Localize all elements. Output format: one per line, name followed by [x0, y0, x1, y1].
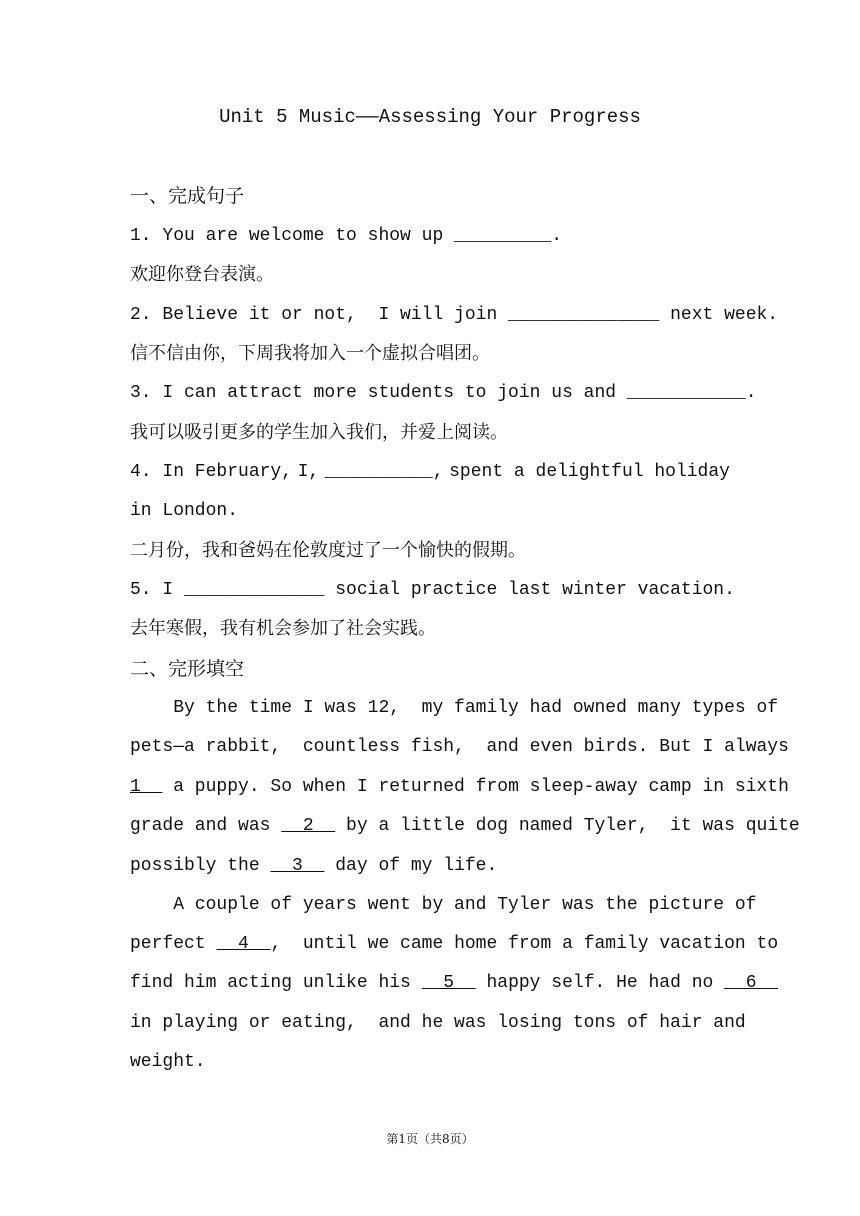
- sentence-4-english-line2: in London.: [130, 501, 239, 521]
- sentence-2-english: 2. Believe it or not, I will join ______________ next week.: [130, 305, 779, 325]
- sentence-1-english: 1. You are welcome to show up _________.: [130, 226, 563, 246]
- cloze-paragraph1-line5: [130, 854, 497, 878]
- cloze-paragraph2-line4: in playing or eating, and he was losing tons of hair and: [130, 1013, 746, 1033]
- cloze-paragraph1-line1: By the time I was 12, my family had owned many types of: [130, 698, 779, 718]
- cloze-text: possibly the: [130, 856, 271, 876]
- cloze-paragraph2-line2: [130, 932, 778, 956]
- sentence-3-english: 3. I can attract more students to join us and ___________.: [130, 383, 757, 403]
- cloze-text: day of my life.: [324, 856, 498, 876]
- cloze-paragraph2-line1: A couple of years went by and Tyler was the picture of: [130, 895, 757, 915]
- blank-1: 1: [130, 777, 163, 797]
- sentence-4-part: spent a delightful holiday: [449, 462, 730, 482]
- blank-6: 6: [724, 973, 779, 993]
- cloze-paragraph1-line3: [130, 775, 789, 799]
- cloze-text: perfect: [130, 934, 217, 954]
- sentence-5-chinese: 去年寒假，我有机会参加了社会实践。: [130, 618, 436, 639]
- section-heading-complete-sentences: 一、完成句子: [130, 185, 245, 207]
- blank-3: 3: [270, 856, 325, 876]
- cloze-text: by a little dog named Tyler, it was quite: [335, 816, 800, 836]
- cloze-text: a puppy. So when I returned from sleep-away camp in sixth: [162, 777, 789, 797]
- sentence-5-english: 5. I _____________ social practice last winter vacation.: [130, 580, 735, 600]
- blank-4: 4: [216, 934, 271, 954]
- sentence-4-english-line1: [130, 460, 730, 484]
- document-title: Unit 5 Music——Assessing Your Progress: [219, 106, 641, 128]
- blank-2: 2: [281, 816, 336, 836]
- blank-5: 5: [421, 973, 476, 993]
- sentence-4-part: __________,: [324, 462, 444, 482]
- section-heading-cloze: 二、完形填空: [130, 658, 245, 680]
- cloze-text: find him acting unlike his: [130, 973, 422, 993]
- sentence-2-chinese: 信不信由你，下周我将加入一个虚拟合唱团。: [130, 343, 490, 364]
- cloze-text: grade and was: [130, 816, 282, 836]
- sentence-1-chinese: 欢迎你登台表演。: [130, 264, 274, 285]
- cloze-text: happy self. He had no: [475, 973, 725, 993]
- cloze-text: , until we came home from a family vacation to: [270, 934, 779, 954]
- cloze-paragraph2-line5: weight.: [130, 1052, 206, 1072]
- cloze-paragraph2-line3: [130, 971, 778, 995]
- sentence-4-part: I,: [297, 462, 320, 482]
- sentence-4-chinese: 二月份，我和爸妈在伦敦度过了一个愉快的假期。: [130, 540, 526, 561]
- sentence-3-chinese: 我可以吸引更多的学生加入我们，并爱上阅读。: [130, 422, 508, 443]
- cloze-paragraph1-line2: pets—a rabbit, countless fish, and even birds. But I always: [130, 737, 789, 757]
- sentence-4-part: 4. In February,: [130, 462, 293, 482]
- cloze-paragraph1-line4: [130, 814, 800, 838]
- page-number: 第1页（共8页）: [386, 1132, 474, 1146]
